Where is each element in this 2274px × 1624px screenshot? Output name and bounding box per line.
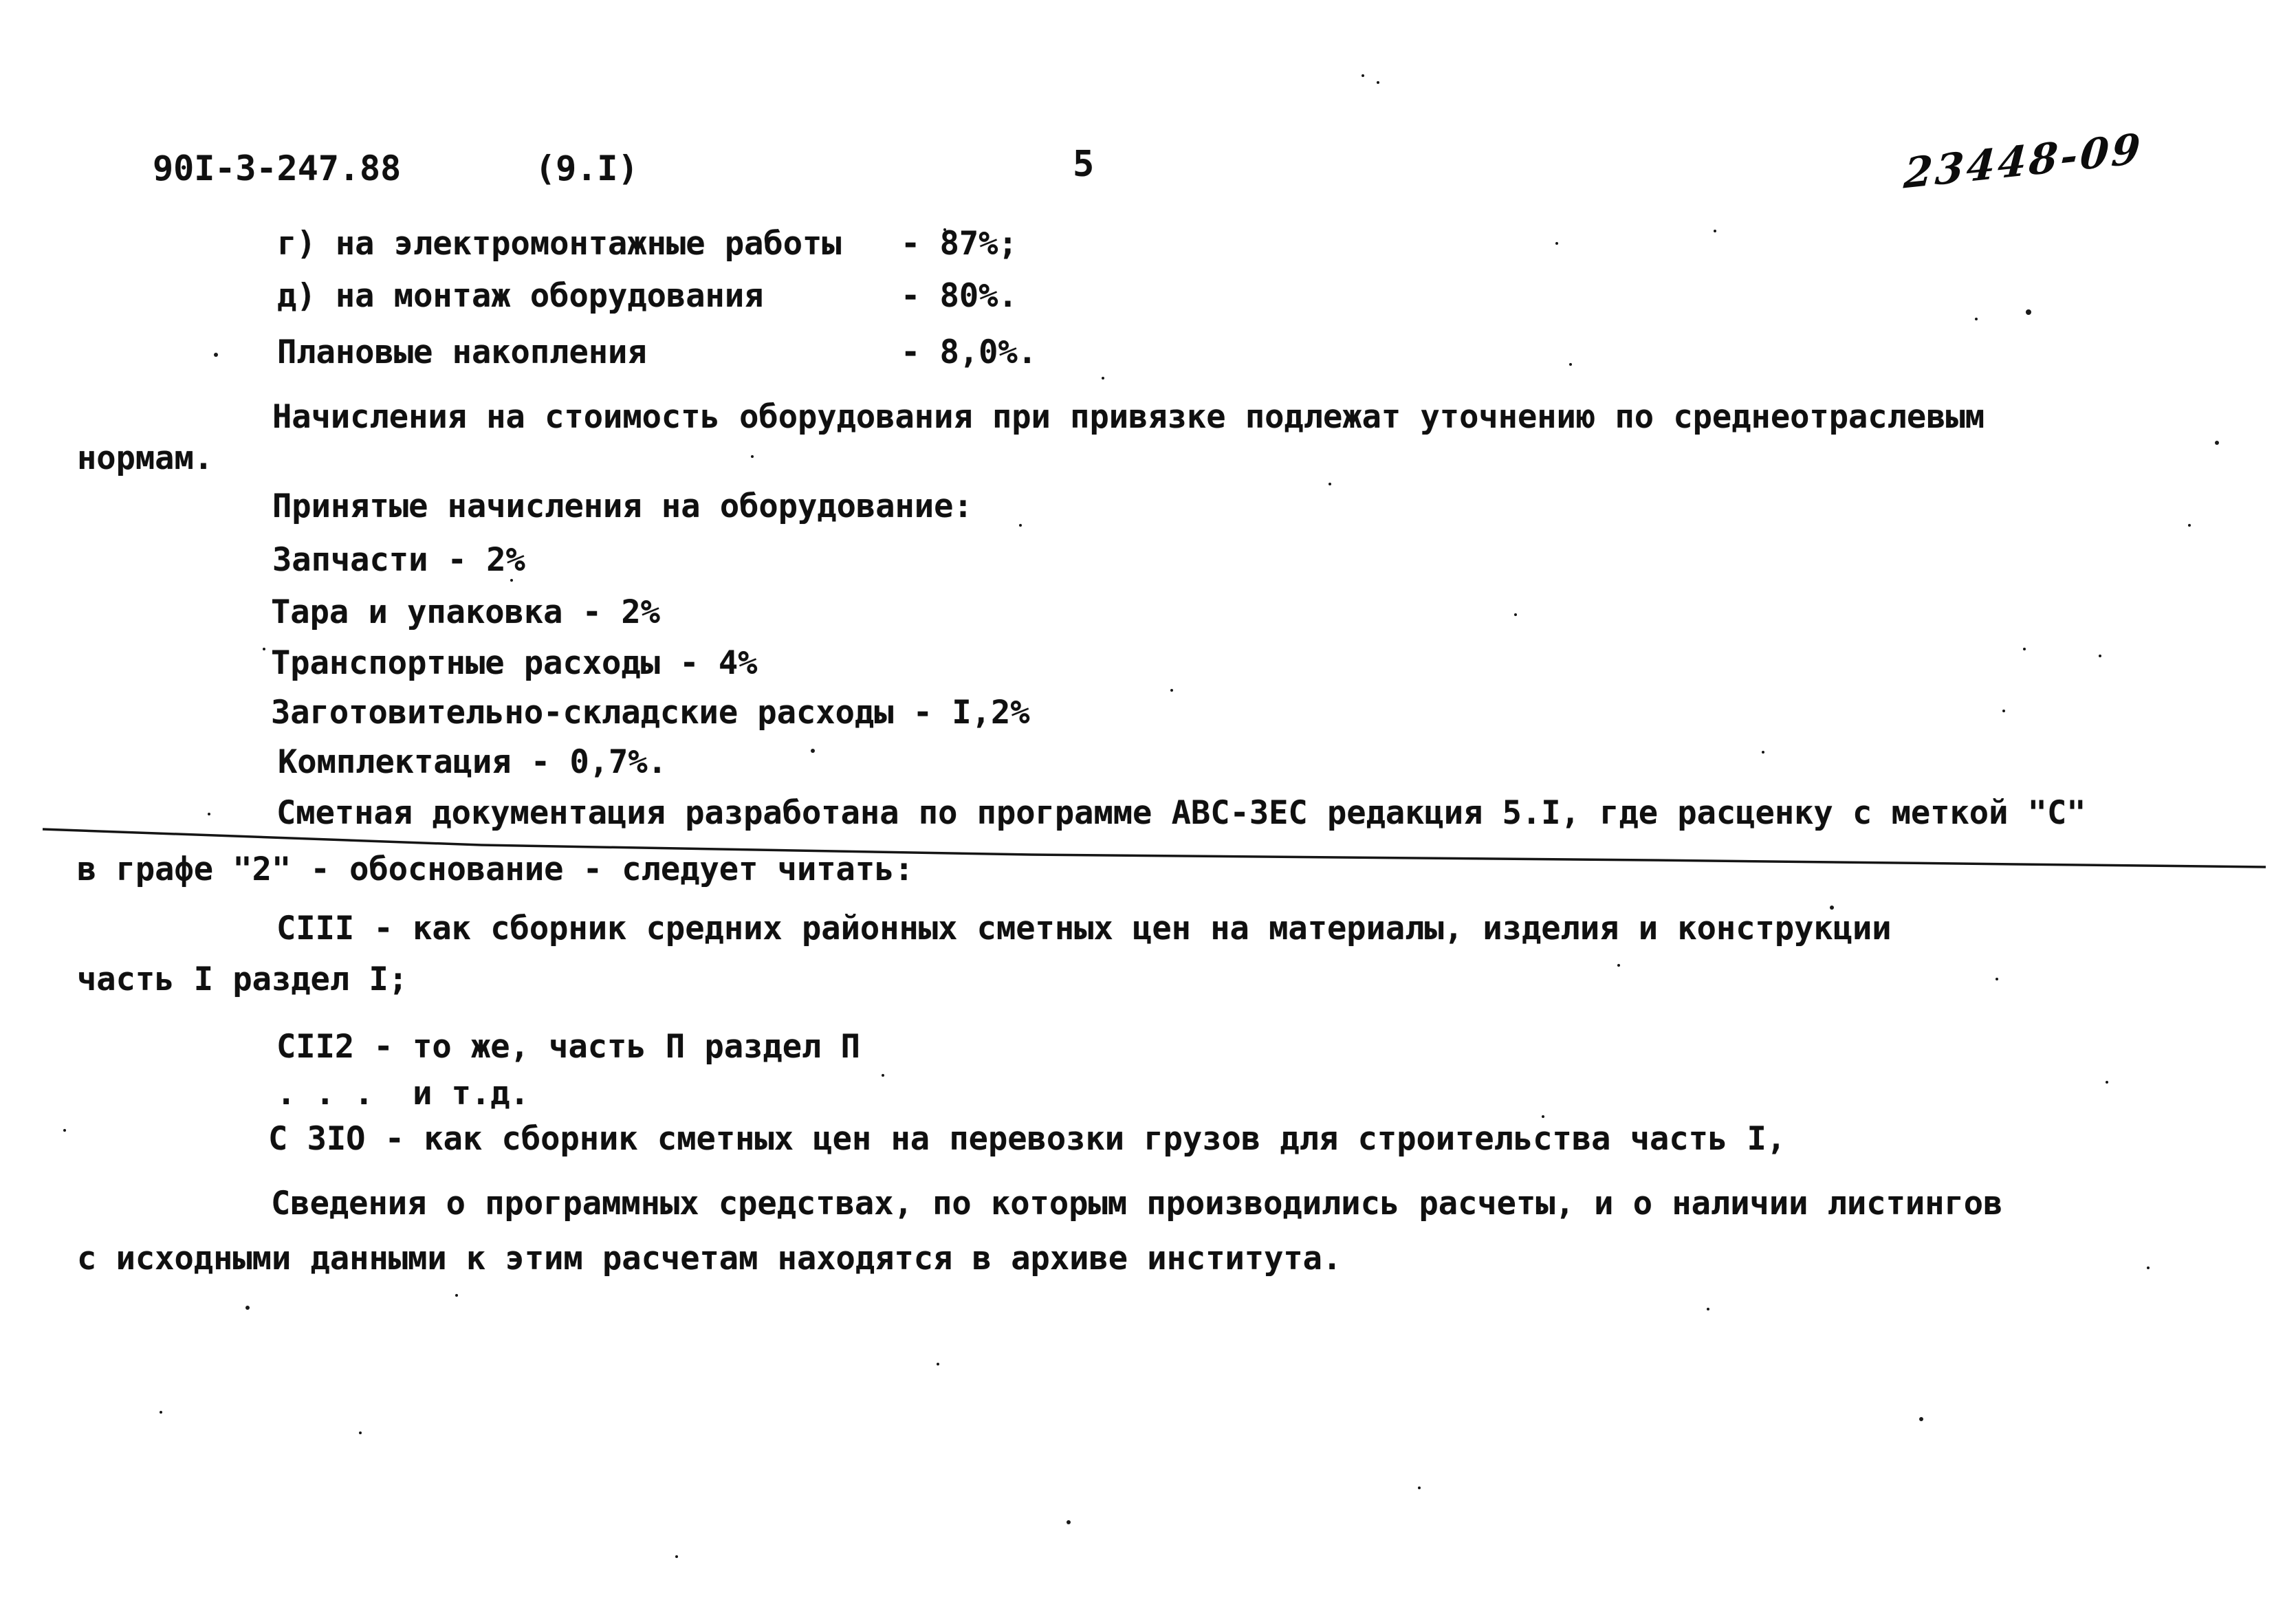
rate-item-g-value: - 87%; <box>901 225 1018 263</box>
definition-c310: С 3IO - как сборник сметных цен на перевозки грузов для строительства часть I, <box>268 1120 1786 1158</box>
handwritten-code: 23448-09 <box>1902 124 2145 199</box>
doc-number: 90I-3-247.88 <box>153 149 402 188</box>
scan-noise-specks <box>0 0 3 3</box>
rate-item-g-label: г) на электромонтажные работы <box>277 225 842 263</box>
accepted-item-completion: Комплектация - 0,7%. <box>278 743 667 781</box>
para-program-line-2: в графе "2" - обоснование - следует читать: <box>77 851 914 888</box>
para-archive-line-2: с исходными данными к этим расчетам находятся в архиве института. <box>77 1240 1342 1277</box>
para-equipment-line-1: Начисления на стоимость оборудования при привязке подлежат уточнению по среднеотраслевым <box>272 398 1985 436</box>
scan-noise-blobs <box>0 0 3 3</box>
accepted-item-packaging: Тара и упаковка - 2% <box>271 593 660 631</box>
planned-savings-label: Плановые накопления <box>277 333 647 371</box>
definition-etc: . . . и т.д. <box>276 1075 529 1112</box>
definition-c111-line-1: СIII - как сборник средних районных сметных цен на материалы, изделия и конструкции <box>276 910 1892 947</box>
planned-savings-value: - 8,0%. <box>901 333 1038 371</box>
revision-number: (9.I) <box>535 149 639 188</box>
para-archive-line-1: Сведения о программных средствах, по которым производились расчеты, и о наличии листингов <box>271 1185 2003 1222</box>
definition-c112: СII2 - то же, часть П раздел П <box>276 1028 860 1066</box>
para-program-line-1: Сметная документация разработана по программе АВС-ЗЕС редакция 5.I, где расценку с меткой "С" <box>276 794 2086 832</box>
accepted-item-transport: Транспортные расходы - 4% <box>271 644 758 682</box>
accepted-charges-heading: Принятые начисления на оборудование: <box>272 487 973 525</box>
accepted-item-warehouse: Заготовительно-складские расходы - I,2% <box>271 694 1030 732</box>
rate-item-d-value: - 80%. <box>901 277 1018 315</box>
accepted-item-spare-parts: Запчасти - 2% <box>272 541 525 579</box>
page-number: 5 <box>1073 144 1095 185</box>
para-equipment-line-2: нормам. <box>77 439 214 477</box>
definition-c111-line-2: часть I раздел I; <box>77 961 408 998</box>
rate-item-d-label: д) на монтаж оборудования <box>277 277 764 315</box>
